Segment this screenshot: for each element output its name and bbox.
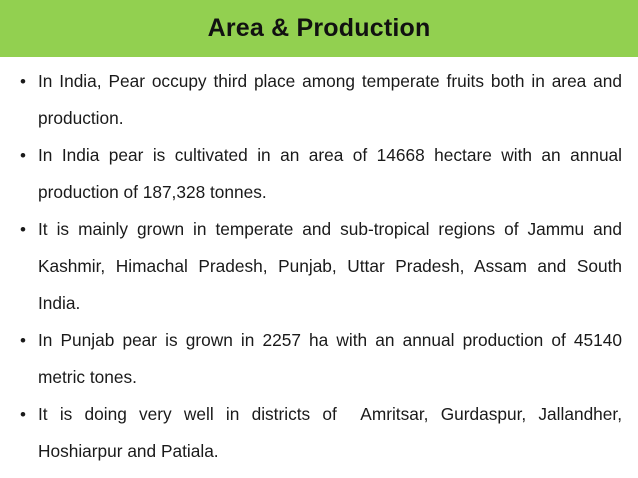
- bullet-text: In India, Pear occupy third place among temperate fruits both in area and production.: [38, 71, 622, 128]
- bullet-item: [18, 211, 622, 322]
- bullet-item: [18, 137, 637, 211]
- bullet-text: In Punjab pear is grown in 2257 ha with an annual production of 45140 metric tones.: [38, 330, 622, 387]
- bullet-icon: •: [20, 220, 26, 239]
- bullet-icon: •: [20, 405, 26, 424]
- bullet-item: [18, 396, 627, 470]
- bullet-icon: •: [20, 146, 26, 165]
- bullet-text: It is mainly grown in temperate and sub-tropical regions of Jammu and Kashmir, Himachal Pradesh, Punjab, Uttar Pradesh, Assam and South India.: [38, 219, 622, 313]
- slide-title: Area & Production: [207, 14, 431, 42]
- bullet-icon: •: [20, 331, 26, 350]
- bullet-text: In India pear is cultivated in an area of 14668 hectare with an annual production of 187,328 tonnes.: [38, 145, 637, 202]
- bullet-text: It is doing very well in districts of Amritsar, Gurdaspur, Jallandher, Hoshiarpur and Patiala.: [38, 404, 627, 461]
- bullet-item: [18, 322, 622, 396]
- bullet-item: [18, 63, 622, 137]
- bullet-list: [18, 63, 637, 470]
- title-bar: [0, 0, 638, 57]
- bullet-icon: •: [20, 72, 26, 91]
